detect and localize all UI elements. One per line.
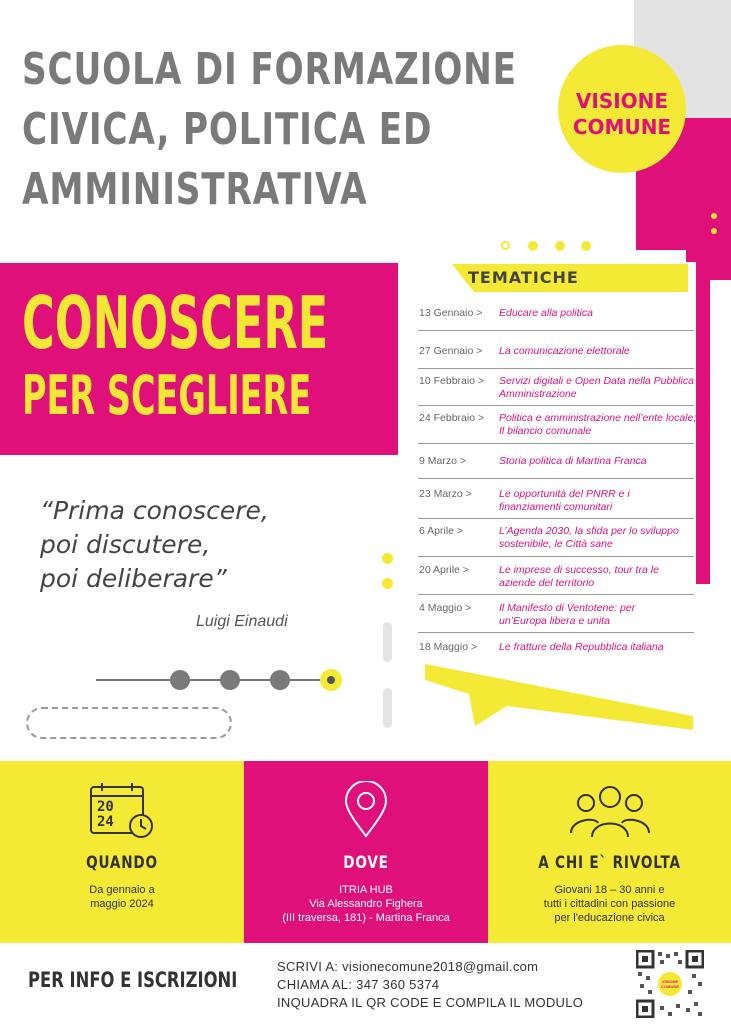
who-text-line3: per l'educazione civica [554,912,665,924]
slogan-line-1: CONOSCERE [22,281,329,365]
topic-title: Il Manifesto di Ventotene: per un’Europa libera e unita [499,602,636,627]
topic-date: 13 Gennaio > [419,307,483,319]
topic-title: Storia politica di Martina Franca [499,455,647,467]
location-pin-icon [343,781,389,839]
quote-line-2: poi discutere, [40,530,211,559]
topic-title: L’Agenda 2030, la sfida per lo sviluppo sostenibile, le Città sane [499,525,679,550]
quote [40,494,269,596]
who-text-line2: tutti i cittadini con passione [543,898,676,910]
slogan-line-2: PER SCEGLIERE [22,364,312,427]
where-heading: DOVE [343,853,389,873]
topic-date: 23 Marzo > [419,488,472,500]
qr-logo: VISIONE COMUNE [658,972,682,996]
dashed-pill [26,707,232,739]
topic-date: 27 Gennaio > [419,345,483,357]
title-line-3: AMMINISTRATIVA [22,164,368,215]
page-title [22,40,656,220]
topic-date: 6 Aprile > [419,525,464,537]
topic-divider [418,443,694,444]
when-text-line1: Da gennaio a [89,884,155,896]
decor-dot-outline [501,241,510,250]
quote-author: Luigi Einaudi [196,613,288,630]
slogan-block [0,263,398,455]
timeline-dot [270,670,290,690]
topic-divider [418,632,694,633]
qr-code[interactable] [636,950,704,1018]
speech-tail-shape [425,664,695,734]
decor-dot [382,553,393,564]
topic-title: Le imprese di successo, tour tra le aziende del territorio [499,564,659,589]
topic-divider [418,368,694,369]
decor-dot [711,213,717,219]
info-who [488,761,731,943]
topic-title: La comunicazione elettorale [499,345,630,357]
topic-title: Le opportunità del PNRR e i finanziamenti comunitari [499,488,630,513]
topic-divider [418,478,694,479]
where-text-line2: Via Alessandro Fighera [309,898,423,910]
when-heading: QUANDO [86,853,158,873]
when-text-line2: maggio 2024 [90,898,154,910]
quote-line-3: poi deliberare” [40,564,227,593]
where-text-line1: ITRIA HUB [339,884,393,896]
title-line-1: SCUOLA DI FORMAZIONE [22,44,517,95]
who-text-line1: Giovani 18 – 30 anni e [554,884,665,896]
topic-date: 18 Maggio > [419,641,478,653]
people-group-icon [568,783,652,839]
footer-email[interactable]: SCRIVI A: visionecomune2018@gmail.com [277,959,539,974]
timeline-dot [220,670,240,690]
quote-line-1: “Prima conoscere, [40,496,269,525]
decor-dot [528,241,538,251]
topic-title: Politica e amministrazione nell’ente locale; Il bilancio comunale [499,412,697,437]
magenta-side-block-2 [686,118,731,280]
topic-divider [418,330,694,331]
topic-title: Le fratture della Repubblica italiana [499,641,664,653]
who-heading: A CHI E` RIVOLTA [538,853,681,873]
topic-divider [418,518,694,519]
topic-date: 9 Marzo > [419,455,466,467]
calendar-year-top: 20 [97,799,114,815]
decor-bar [383,688,392,728]
topic-divider [418,405,694,406]
topic-title: Educare alla politica [499,307,593,319]
topic-divider [418,594,694,595]
decor-dot [581,241,591,251]
footer-label: PER INFO E ISCRIZIONI [28,968,238,992]
calendar-year-bottom: 24 [97,814,114,830]
decor-dot [711,228,717,234]
decor-bar [383,622,392,662]
info-where [244,761,488,943]
logo-text-line2: COMUNE [572,115,672,139]
title-line-2: CIVICA, POLITICA ED [22,104,433,155]
timeline-line [96,679,331,681]
topic-title: Servizi digitali e Open Data nella Pubblica Amministrazione [499,375,694,400]
info-when [0,761,244,943]
decor-dot [382,578,393,589]
topic-divider [418,556,694,557]
topic-date: 20 Aprile > [419,564,469,576]
footer-phone[interactable]: CHIAMA AL: 347 360 5374 [277,977,440,992]
logo-text-line1: VISIONE [575,89,669,113]
footer-qr-instruction: INQUADRA IL QR CODE E COMPILA IL MODULO [277,995,584,1010]
timeline-dot [170,670,190,690]
topic-date: 24 Febbraio > [419,412,485,424]
topic-date: 4 Maggio > [419,602,472,614]
decor-dot [555,241,565,251]
topic-date: 10 Febbraio > [419,375,485,387]
timeline-dot-center [327,676,335,684]
where-text-line3: (III traversa, 181) - Martina Franca [282,912,450,924]
topics-heading: TEMATICHE [468,268,579,287]
